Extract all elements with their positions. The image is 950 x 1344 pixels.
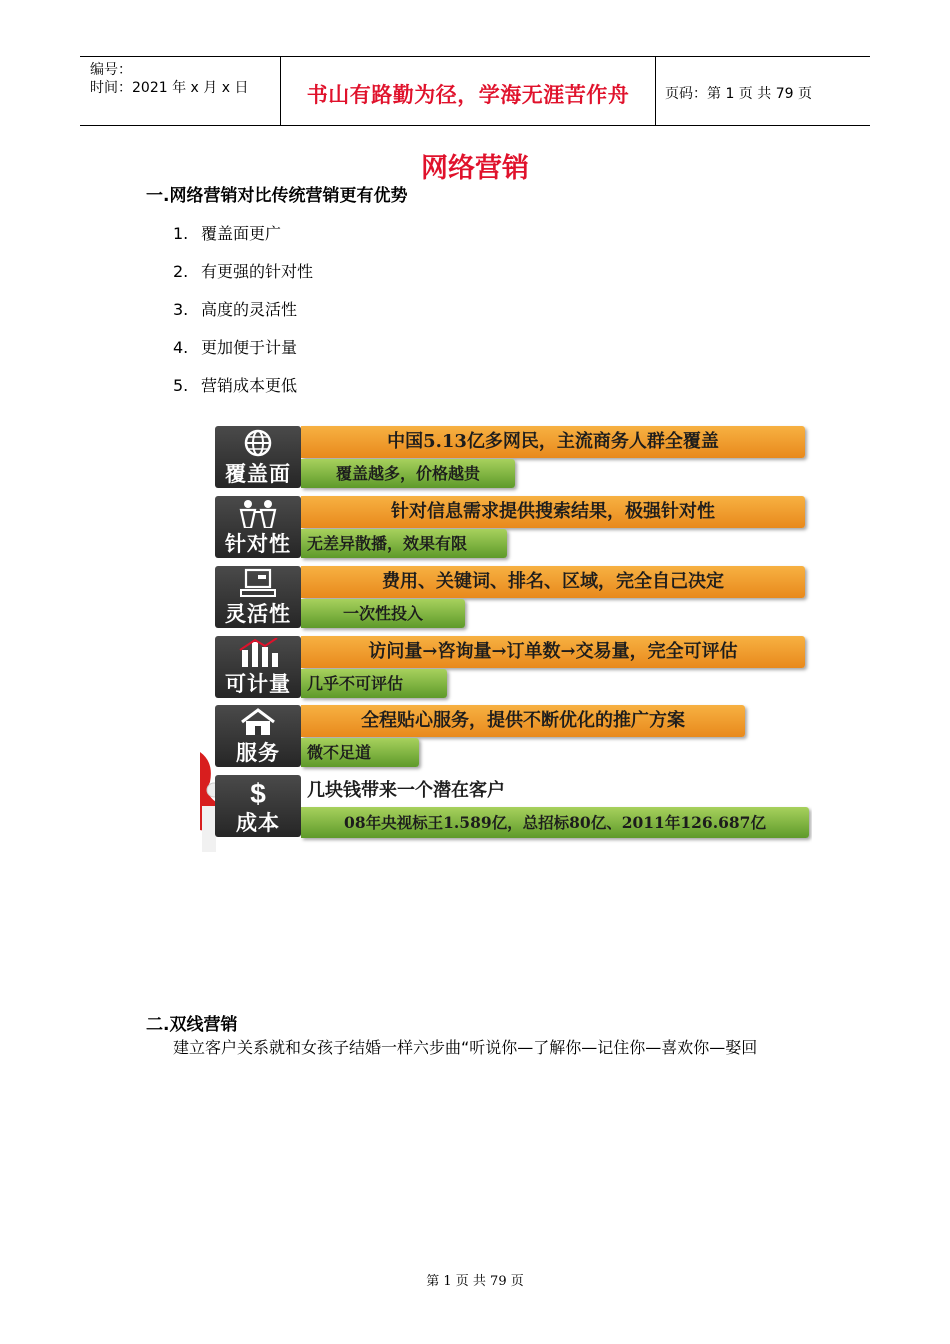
page-title: 网络营销 [421, 153, 529, 184]
traditional-bar: 覆盖越多，价格越贵 [301, 459, 515, 488]
row-icon-box [215, 426, 301, 488]
row-icon-box [215, 705, 301, 767]
row-label: 灵活性 [225, 602, 291, 626]
section-2-heading: 二.双线营销 [146, 1015, 238, 1035]
document-number: 编号： [90, 62, 132, 78]
header-table [80, 56, 870, 126]
infographic-row-service [215, 705, 809, 767]
globe-icon [215, 428, 301, 458]
list-text: 营销成本更低 [201, 376, 298, 395]
document-date: 时间：2021 年 x 月 x 日 [90, 80, 249, 96]
list-item [173, 297, 297, 320]
header-page-cell [655, 57, 870, 125]
infographic-row-coverage [215, 426, 809, 488]
row-label: 服务 [236, 741, 280, 765]
list-item [173, 373, 297, 396]
list-item [173, 221, 281, 244]
row-label: 可计量 [225, 672, 291, 696]
row-label: 覆盖面 [225, 462, 291, 486]
row-label: 针对性 [225, 532, 291, 556]
comparison-infographic [200, 410, 812, 852]
advantage-bar: 费用、关键词、排名、区域，完全自己决定 [301, 566, 805, 598]
header-meta [80, 57, 280, 125]
house-icon [215, 707, 301, 737]
page-info: 页码：第 1 页 共 79 页 [665, 86, 812, 102]
advantage-bar: 针对信息需求提供搜索结果，极强针对性 [301, 496, 805, 528]
list-text: 有更强的针对性 [201, 262, 314, 281]
list-number: 5. [173, 376, 189, 395]
traditional-bar: 几乎不可评估 [301, 669, 447, 698]
infographic-row-measurable [215, 636, 809, 698]
header-motto-cell [280, 57, 656, 125]
section-1-heading: 一.网络营销对比传统营销更有优势 [146, 186, 408, 206]
advantage-bar: 中国5.13亿多网民，主流商务人群全覆盖 [301, 426, 805, 458]
motto: 书山有路勤为径，学海无涯苦作舟 [306, 82, 630, 107]
row-icon-box [215, 566, 301, 628]
infographic-row-targeting [215, 496, 809, 558]
computer-icon [215, 568, 301, 598]
advantage-text: 几块钱带来一个潜在客户 [307, 780, 505, 801]
list-text: 更加便于计量 [201, 338, 298, 357]
list-text: 覆盖面更广 [201, 224, 282, 243]
advantage-bar: 全程贴心服务，提供不断优化的推广方案 [301, 705, 745, 737]
list-number: 1. [173, 224, 189, 243]
list-number: 3. [173, 300, 189, 319]
traditional-bar: 无差异散播，效果有限 [301, 529, 507, 558]
section-2-paragraph: 建立客户关系就和女孩子结婚一样六步曲“听说你—了解你—记住你—喜欢你—娶回 [173, 1038, 758, 1057]
list-item [173, 259, 313, 282]
svg-text:$: $ [250, 778, 266, 807]
bar-chart-icon [215, 638, 301, 668]
traditional-bar: 微不足道 [301, 738, 419, 767]
list-number: 4. [173, 338, 189, 357]
row-icon-box [215, 775, 301, 837]
traditional-bar: 一次性投入 [301, 599, 465, 628]
infographic-row-flexibility [215, 566, 809, 628]
traditional-bar: 08年央视标王1.589亿，总招标80亿、2011年126.687亿 [301, 807, 809, 838]
people-icon [215, 498, 301, 528]
list-number: 2. [173, 262, 189, 281]
advantage-bar: 访问量→咨询量→订单数→交易量，完全可评估 [301, 636, 805, 668]
row-icon-box [215, 496, 301, 558]
row-label: 成本 [236, 811, 280, 835]
dollar-icon [215, 777, 301, 807]
list-item [173, 335, 297, 358]
list-text: 高度的灵活性 [201, 300, 298, 319]
row-icon-box [215, 636, 301, 698]
infographic-row-cost [215, 775, 809, 837]
page-footer: 第 1 页 共 79 页 [426, 1274, 524, 1289]
